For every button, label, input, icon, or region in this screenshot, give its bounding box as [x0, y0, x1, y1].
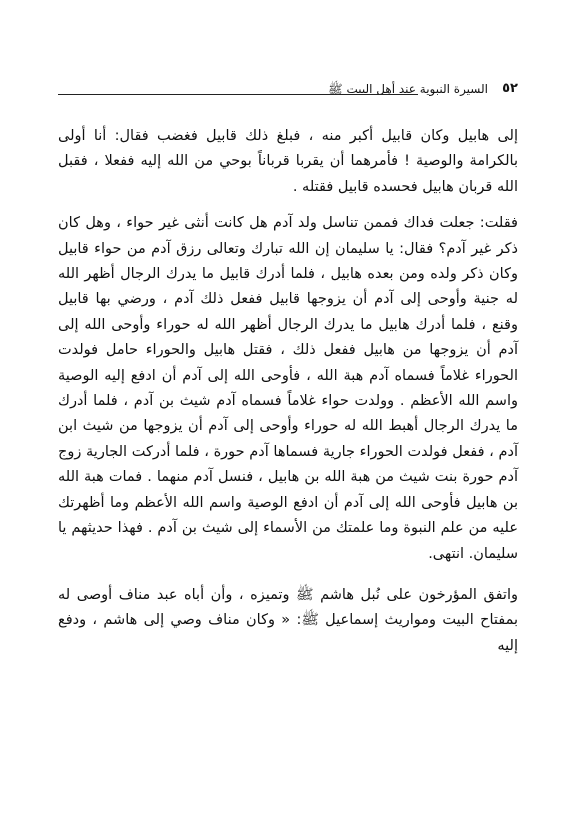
paragraph-1: إلى هابيل وكان قابيل أكبر منه ، فبلغ ذلك قابيل فغضب فقال: أنا أولى بالكرامة والوصية ! فأمرهما أن يقربا قرباناً بوحي من الله إليه ففعلا ، فقبل الله قربان هابيل فحسده قابيل فقتله . [58, 128, 518, 195]
paragraph-spacer [58, 567, 518, 583]
page-header [58, 80, 518, 98]
body-text [58, 124, 518, 659]
running-title: السيرة النبوية عند أهل البيت ﷺ [328, 82, 488, 96]
page-number: ٥٢ [502, 81, 518, 96]
paragraph-2: فقلت: جعلت فداك فممن تناسل ولد آدم هل كانت أنثى غير حواء ، وهل كان ذكر غير آدم؟ فقال: يا سليمان إن الله تبارك وتعالى رزق آدم من حواء قابيل وكان ذكر ولده ومن بعده هابيل ، فلما أدرك قابيل ما يدرك الرجال أظهر الله له جنية وأوحى إلى آدم أن يزوجها قابيل ففعل ذلك آدم ، ورضي بها قابيل وقنع ، فلما أدرك هابيل ما يدرك الرجال أظهر الله له حوراء وأوحى الله إلى آدم أن يزوجها من هابيل ففعل ذلك ، فقتل هابيل والحوراء حامل فولدت الحوراء غلاماً فسماه آدم هبة الله ، فأوحى الله إلى آدم أن ادفع إليه الوصية واسم الله الأعظم . وولدت حواء غلاماً فسماه آدم شيث بن آدم ، فلما أدرك ما يدرك الرجال أهبط الله له حوراء وأوحى إلى آدم أن يزوجها من شيث ابن آدم ، ففعل فولدت الحوراء جارية فسماها آدم حورة ، فلما أدركت الجارية زوج آدم حورة بنت شيث من هبة الله بن هابيل ، فنسل آدم منهما . فمات هبة الله بن هابيل فأوحى الله إلى آدم أن ادفع الوصية واسم الله الأعظم وما أظهرتك عليه من علم النبوة وما علمتك من الأسماء إلى شيث بن آدم . فهذا حديثهم يا سليمان. انتهى. [58, 215, 518, 562]
header-rule [58, 94, 418, 95]
paragraph-3: واتفق المؤرخون على نُبل هاشم ﷺ وتميزه ، وأن أباه عبد مناف أوصى له بمفتاح البيت ومواريث إسماعيل ﷺ: « وكان مناف وصي إلى هاشم ، ودفع إليه [58, 586, 518, 654]
paragraph-spacer [58, 200, 518, 211]
